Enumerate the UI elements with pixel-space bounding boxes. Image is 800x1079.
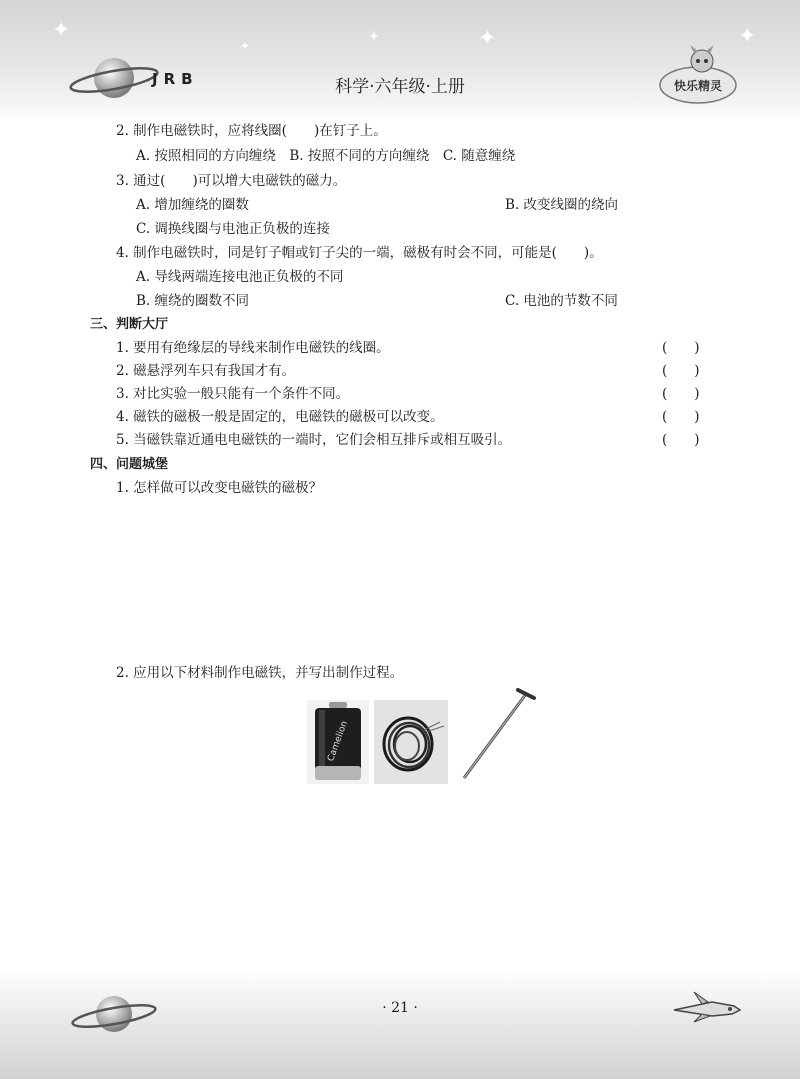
q2-options: A. 按照相同的方向缠绕 B. 按照不同的方向缠绕 C. 随意缠绕 [136, 148, 516, 164]
space-shuttle-icon [672, 990, 742, 1024]
judge-item-5: 5. 当磁铁靠近通电电磁铁的一端时，它们会相互排斥或相互吸引。 [116, 432, 512, 448]
q3-option-a: A. 增加缠绕的圈数 [136, 197, 249, 213]
brand-label: JRB [152, 70, 199, 88]
sparkle-icon: ✦ [52, 18, 71, 43]
q4-text: 4. 制作电磁铁时，同是钉子帽或钉子尖的一端，磁极有时会不同，可能是( )。 [116, 245, 603, 261]
sparkle-icon: ✦ [240, 39, 251, 53]
logo [658, 45, 738, 109]
section4-heading: 四、问题城堡 [90, 457, 169, 472]
answer-paren[interactable]: ( ) [662, 432, 700, 448]
judge-item-3: 3. 对比实验一般只能有一个条件不同。 [116, 386, 350, 402]
nail-photo [456, 688, 536, 788]
castle-q2: 2. 应用以下材料制作电磁铁，并写出制作过程。 [116, 665, 404, 681]
sparkle-icon: ✦ [368, 29, 380, 45]
q3-text: 3. 通过( )可以增大电磁铁的磁力。 [116, 173, 347, 189]
castle-q1: 1. 怎样做可以改变电磁铁的磁极？ [116, 480, 323, 496]
answer-paren[interactable]: ( ) [662, 340, 700, 356]
logo-text: 快乐精灵 [673, 79, 722, 93]
sparkle-icon: ✦ [478, 26, 497, 51]
sparkle-icon: ✦ [738, 24, 757, 49]
q2-text: 2. 制作电磁铁时，应将线圈( )在钉子上。 [116, 123, 387, 139]
battery-photo [307, 700, 369, 784]
answer-paren[interactable]: ( ) [662, 409, 700, 425]
wire-coil-photo [374, 700, 448, 784]
page-number: · 21 · [382, 1000, 418, 1016]
q4-option-a: A. 导线两端连接电池正负极的不同 [136, 269, 344, 285]
battery-brand-text: Camelion [326, 719, 351, 763]
q3-option-c: C. 调换线圈与电池正负极的连接 [136, 221, 330, 237]
q4-option-c: C. 电池的节数不同 [505, 293, 618, 309]
judge-item-2: 2. 磁悬浮列车只有我国才有。 [116, 363, 296, 379]
judge-item-4: 4. 磁铁的磁极一般是固定的，电磁铁的磁极可以改变。 [116, 409, 444, 425]
answer-paren[interactable]: ( ) [662, 386, 700, 402]
q4-option-b: B. 缠绕的圈数不同 [136, 293, 250, 309]
page-title: 科学·六年级·上册 [335, 77, 465, 97]
section3-heading: 三、判断大厅 [90, 317, 169, 332]
judge-item-1: 1. 要用有绝缘层的导线来制作电磁铁的线圈。 [116, 340, 390, 356]
answer-paren[interactable]: ( ) [662, 363, 700, 379]
q3-option-b: B. 改变线圈的绕向 [505, 197, 619, 213]
